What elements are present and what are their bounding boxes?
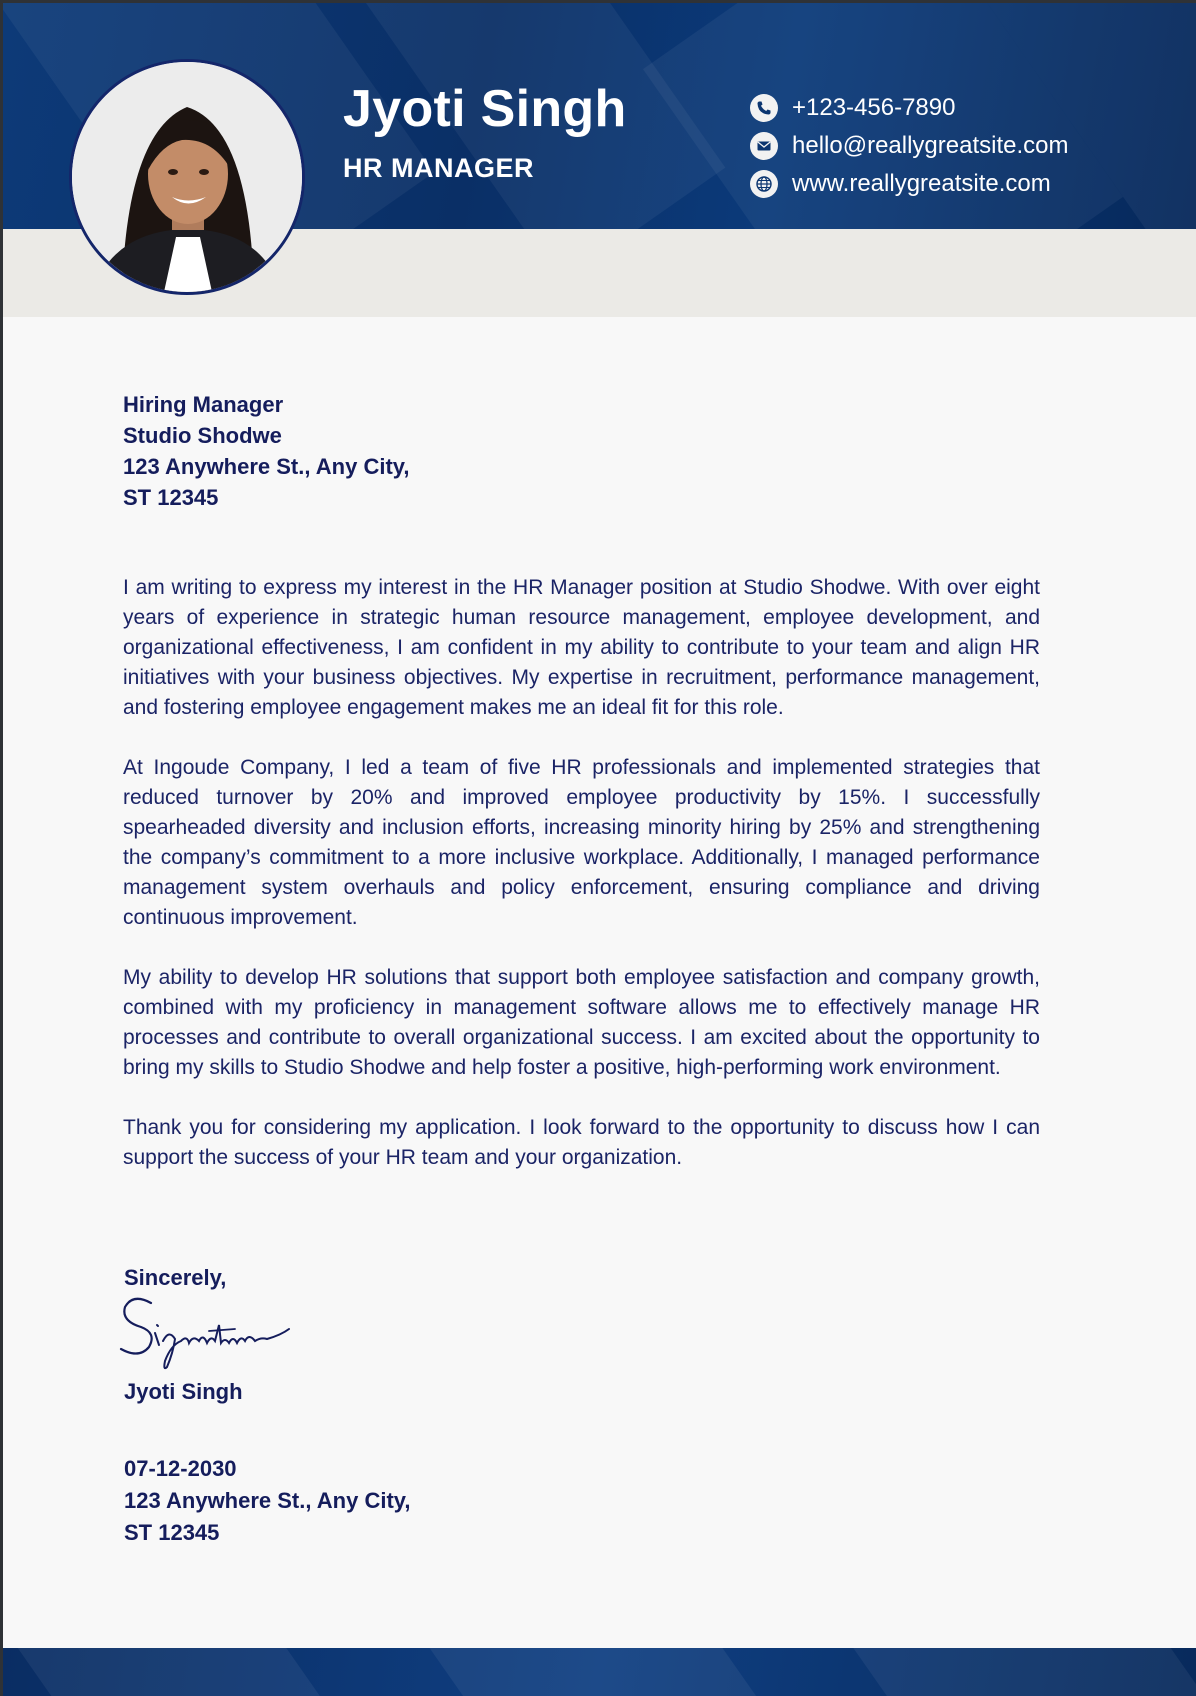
footer-banner — [3, 1648, 1196, 1696]
body-paragraph: Thank you for considering my application. I look forward to the opportunity to discuss how I can support the success of your HR team and your organization. — [123, 1116, 1040, 1169]
contact-phone — [750, 89, 1068, 127]
website-text[interactable]: www.reallygreatsite.com — [792, 170, 1051, 197]
phone-text[interactable]: +123-456-7890 — [792, 94, 956, 121]
letter-body — [123, 573, 1040, 1203]
body-paragraph: My ability to develop HR solutions that support both employee satisfaction and company growth, combined with my proficiency in management software allows me to effectively manage HR processes and contribute to overall organizational success. I am excited about the opportunity to bring my skills to Studio Shodwe and help foster a positive, high-performing work environment. — [123, 966, 1040, 1079]
sender-street: 123 Anywhere St., Any City, — [124, 1488, 411, 1513]
contact-email — [750, 127, 1068, 165]
sender-postal: ST 12345 — [124, 1520, 220, 1545]
email-text[interactable]: hello@reallygreatsite.com — [792, 132, 1069, 159]
closing-salutation: Sincerely, — [124, 1265, 227, 1290]
cover-letter-page — [3, 3, 1196, 1696]
email-icon — [750, 132, 778, 160]
phone-icon — [750, 94, 778, 122]
body-paragraph: At Ingoude Company, I led a team of five HR professionals and implemented strategies that reduced turnover by 20% and improved employee productivity by 15%. I successfully spearheaded diversity and inclusion efforts, increasing minority hiring by 25% and strengthening the company’s commitment to a more inclusive workplace. Additionally, I managed performance management system overhauls and policy enforcement, ensuring compliance and driving continuous improvement. — [123, 756, 1040, 929]
job-title: HR MANAGER — [343, 153, 534, 183]
recipient-street: 123 Anywhere St., Any City, — [123, 454, 410, 479]
contact-list — [750, 89, 1068, 203]
recipient-company: Studio Shodwe — [123, 423, 282, 448]
contact-website — [750, 165, 1068, 203]
applicant-name: Jyoti Singh — [343, 80, 627, 138]
recipient-name: Hiring Manager — [123, 392, 284, 417]
globe-icon — [750, 170, 778, 198]
signer-name: Jyoti Singh — [124, 1379, 243, 1404]
signature-image — [111, 1285, 301, 1375]
letter-date: 07-12-2030 — [124, 1456, 237, 1481]
body-paragraph: I am writing to express my interest in the HR Manager position at Studio Shodwe. With over eight years of experience in strategic human resource management, employee development, and organizational effectiveness, I am confident in my ability to contribute to your team and align HR initiatives with your business objectives. My expertise in recruitment, performance management, and fostering employee engagement makes me an ideal fit for this role. — [123, 576, 1040, 719]
recipient-address — [123, 389, 410, 513]
sender-info — [124, 1453, 411, 1549]
recipient-postal: ST 12345 — [123, 485, 219, 510]
profile-photo — [69, 59, 305, 295]
